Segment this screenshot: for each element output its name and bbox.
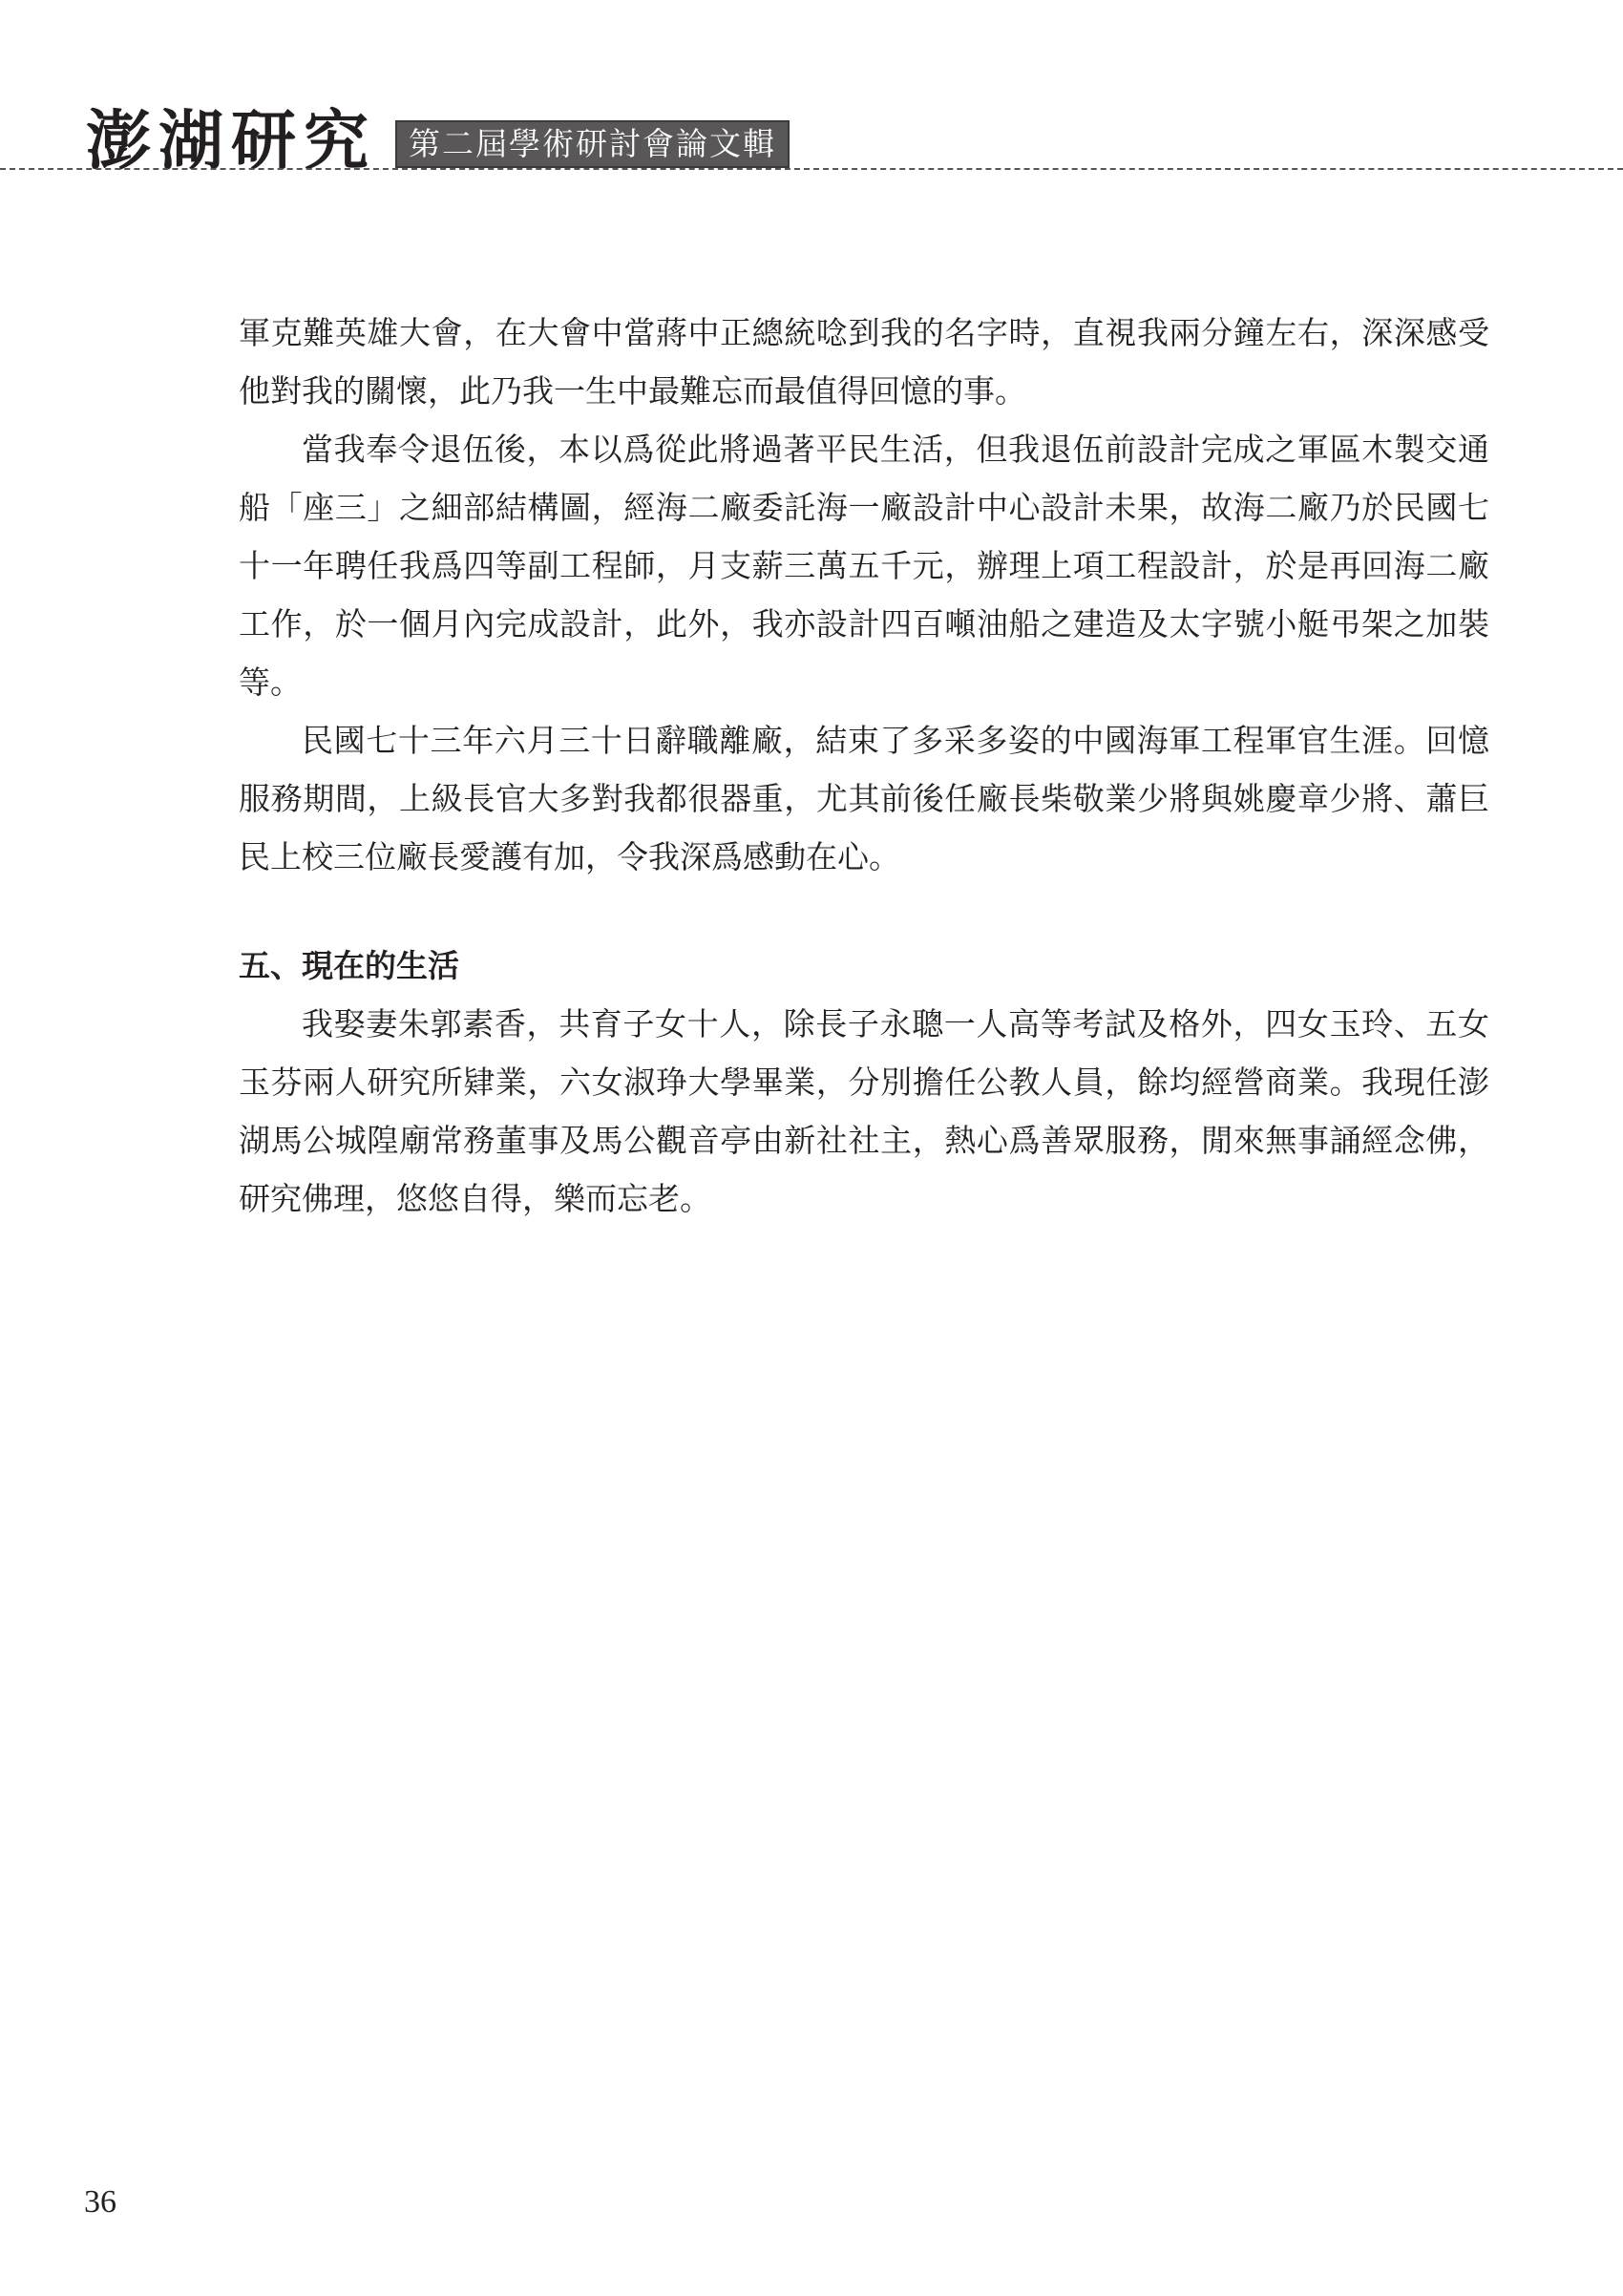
paragraph-resignation: 民國七十三年六月三十日辭職離廠，結束了多采多姿的中國海軍工程軍官生涯。回憶服務期間，上級長官大多對我都很器重，尤其前後任廠長柴敬業少將與姚慶章少將、蕭巨民上校三位廠長愛護有加，令我深爲感動在心。	[239, 722, 1489, 875]
journal-subtitle-badge: 第二屆學術研討會論文輯	[395, 120, 790, 168]
article-body	[239, 304, 1489, 1228]
journal-title: 澎湖研究	[86, 103, 377, 179]
paragraph-retirement: 當我奉令退伍後，本以爲從此將過著平民生活，但我退伍前設計完成之軍區木製交通船「座三」之細部結構圖，經海二廠委託海一廠設計中心設計未果，故海二廠乃於民國七十一年聘任我爲四等副工程師，月支薪三萬五千元，辦理上項工程設計，於是再回海二廠工作，於一個月內完成設計，此外，我亦設計四百噸油船之建造及太字號小艇弔架之加裝等。	[239, 431, 1489, 701]
paragraph-continuation: 軍克難英雄大會，在大會中當蔣中正總統唸到我的名字時，直視我兩分鐘左右，深深感受他對我的關懷，此乃我一生中最難忘而最值得回憶的事。	[239, 314, 1489, 410]
header-dashed-rule	[0, 168, 1623, 170]
page-number: 36	[84, 2184, 116, 2220]
running-header	[86, 88, 790, 179]
section-heading: 五、現在的生活	[239, 947, 459, 984]
paragraph-current-life: 我娶妻朱郭素香，共育子女十人，除長子永聰一人高等考試及格外，四女玉玲、五女玉芬兩人研究所肄業，六女淑琤大學畢業，分別擔任公教人員，餘均經營商業。我現任澎湖馬公城隍廟常務董事及馬公觀音亭由新社社主，熱心爲善眾服務，閒來無事誦經念佛，研究佛理，悠悠自得，樂而忘老。	[239, 1005, 1489, 1217]
